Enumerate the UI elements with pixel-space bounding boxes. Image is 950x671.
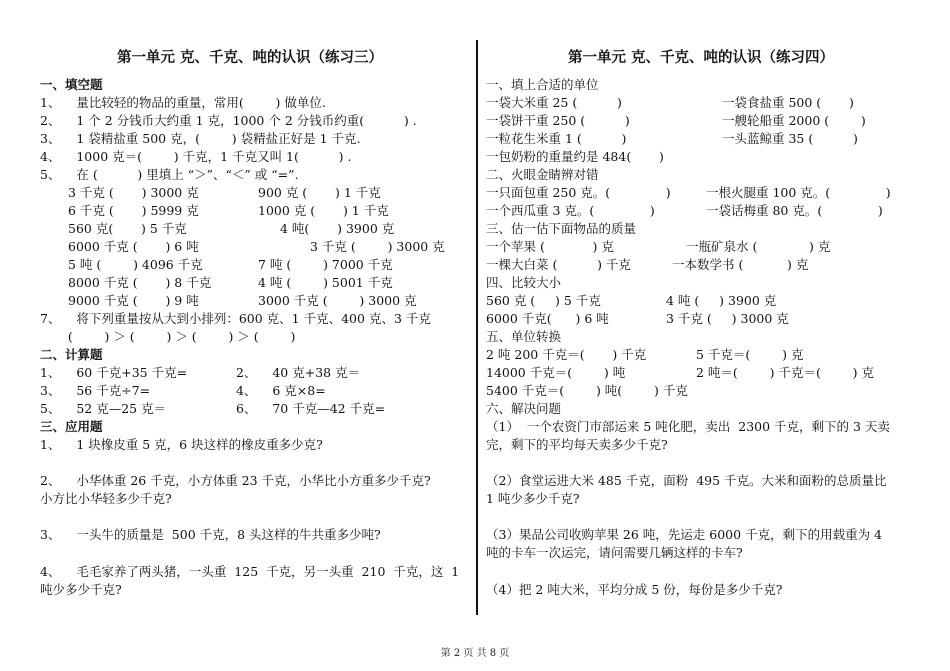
left-section-application: 三、应用题 xyxy=(40,419,103,434)
left-compare-3b: 4 吨( ) 3900 克 xyxy=(280,221,395,236)
right-estimate-2b: 一本数学书 ( ) 克 xyxy=(672,257,809,272)
left-q2: 2、 1 个 2 分钱币大约重 1 克，1000 个 2 分钱币约重( ) . xyxy=(40,113,417,128)
right-problem-2-cont: 1 吨少多少千克? xyxy=(486,491,580,506)
left-compare-3a: 560 克( ) 5 千克 xyxy=(68,221,187,236)
right-problem-1: （1） 一个农资门市部运来 5 吨化肥，卖出 2300 千克，剩下的 3 天卖 xyxy=(486,419,890,434)
left-q7-blanks: ( ) ＞ ( ) ＞ ( ) ＞ ( ) xyxy=(40,329,296,344)
right-judge-2b: 一袋话梅重 80 克。( ) xyxy=(706,203,883,218)
left-app-2-cont: 小方比小华轻多少千克? xyxy=(40,491,172,506)
right-unit-2a: 一袋饼干重 250 ( ) xyxy=(486,113,630,128)
right-convert-1b: 5 千克＝( ) 克 xyxy=(696,347,804,362)
right-problem-4: （4）把 2 吨大米，平均分成 5 份，每份是多少千克? xyxy=(486,582,783,597)
left-compare-5b: 7 吨 ( ) 7000 千克 xyxy=(258,257,393,272)
right-convert-1a: 2 吨 200 千克＝( ) 千克 xyxy=(486,347,647,362)
left-calc-3: 3、 56 千克÷7= xyxy=(40,383,151,398)
left-compare-7a: 9000 千克 ( ) 9 吨 xyxy=(68,293,199,308)
right-section-estimate: 三、估一估下面物品的质量 xyxy=(486,221,637,236)
left-app-3: 3、 一头牛的质量是 500 千克，8 头这样的牛共重多少吨? xyxy=(40,527,381,542)
left-calc-2: 2、 40 克+38 克＝ xyxy=(236,365,361,380)
right-unit-1b: 一袋食盐重 500 ( ) xyxy=(722,95,854,110)
right-problem-1-cont: 完，剩下的平均每天卖多少千克? xyxy=(486,437,668,452)
right-problem-3-cont: 吨的卡车一次运完，请问需要几辆这样的卡车? xyxy=(486,545,743,560)
left-compare-1b: 900 克 ( ) 1 千克 xyxy=(258,185,381,200)
left-compare-4b: 3 千克 ( ) 3000 克 xyxy=(310,239,445,254)
right-unit-1a: 一袋大米重 25 ( ) xyxy=(486,95,622,110)
left-compare-4a: 6000 千克 ( ) 6 吨 xyxy=(68,239,199,254)
left-q4: 4、 1000 克＝( ) 千克，1 千克又叫 1( ) . xyxy=(40,149,352,164)
left-title: 第一单元 克、千克、吨的认识（练习三） xyxy=(116,50,384,66)
right-compare-2b: 3 千克 ( ) 3000 克 xyxy=(666,311,789,326)
page-footer: 第 2 页 共 8 页 xyxy=(440,648,510,659)
left-compare-2b: 1000 克 ( ) 1 千克 xyxy=(258,203,389,218)
left-app-2: 2、 小华体重 26 千克，小方体重 23 千克，小华比小方重多少千克? xyxy=(40,473,431,488)
left-q3: 3、 1 袋精盐重 500 克，( ) 袋精盐正好是 1 千克. xyxy=(40,131,361,146)
right-unit-3a: 一粒花生米重 1 ( ) xyxy=(486,131,627,146)
right-judge-2a: 一个西瓜重 3 克。( ) xyxy=(486,203,655,218)
left-compare-7b: 3000 千克 ( ) 3000 克 xyxy=(258,293,417,308)
right-convert-2a: 14000 千克＝( ) 吨 xyxy=(486,365,626,380)
right-estimate-2a: 一棵大白菜 ( ) 千克 xyxy=(486,257,631,272)
right-convert-2b: 2 吨＝( ) 千克＝( ) 克 xyxy=(696,365,874,380)
right-compare-2a: 6000 千克( ) 6 吨 xyxy=(486,311,609,326)
left-calc-5: 5、 52 克—25 克＝ xyxy=(40,401,167,416)
column-divider xyxy=(476,40,478,615)
left-section-calculation: 二、计算题 xyxy=(40,347,103,362)
right-problem-2: （2）食堂运进大米 485 千克，面粉 495 千克。大米和面粉的总质量比 xyxy=(486,473,887,488)
right-estimate-1b: 一瓶矿泉水 ( ) 克 xyxy=(686,239,831,254)
left-worksheet xyxy=(40,0,460,671)
right-title: 第一单元 克、千克、吨的认识（练习四） xyxy=(567,50,835,66)
left-compare-6a: 8000 千克 ( ) 8 千克 xyxy=(68,275,212,290)
left-q7: 7、 将下列重量按从大到小排列：600 克、1 千克、400 克、3 千克 xyxy=(40,311,431,326)
right-section-problems: 六、解决问题 xyxy=(486,401,562,416)
right-estimate-1a: 一个苹果 ( ) 克 xyxy=(486,239,614,254)
right-judge-1b: 一根火腿重 100 克。( ) xyxy=(706,185,891,200)
left-q5: 5、 在 ( ) 里填上 “＞”、“＜” 或 “=”. xyxy=(40,167,299,182)
right-worksheet xyxy=(486,0,916,671)
left-calc-1: 1、 60 千克+35 千克= xyxy=(40,365,188,380)
right-unit-3b: 一头蓝鲸重 35 ( ) xyxy=(722,131,858,146)
left-compare-1a: 3 千克 ( ) 3000 克 xyxy=(68,185,199,200)
right-compare-1a: 560 克 ( ) 5 千克 xyxy=(486,293,601,308)
left-calc-4: 4、 6 克×8= xyxy=(236,383,326,398)
left-compare-2a: 6 千克 ( ) 5999 克 xyxy=(68,203,199,218)
right-unit-2b: 一艘轮船重 2000 ( ) xyxy=(722,113,866,128)
left-compare-5a: 5 吨 ( ) 4096 千克 xyxy=(68,257,203,272)
right-section-conversion: 五、单位转换 xyxy=(486,329,562,344)
right-unit-4: 一包奶粉的重量约是 484( ) xyxy=(486,149,664,164)
left-app-1: 1、 1 块橡皮重 5 克，6 块这样的橡皮重多少克? xyxy=(40,437,323,452)
left-compare-6b: 4 吨 ( ) 5001 千克 xyxy=(258,275,393,290)
right-problem-3: （3）果品公司收购苹果 26 吨，先运走 6000 千克，剩下的用载重为 4 xyxy=(486,527,882,542)
right-section-compare: 四、比较大小 xyxy=(486,275,562,290)
left-app-4: 4、 毛毛家养了两头猪，一头重 125 千克，另一头重 210 千克，这 1 xyxy=(40,564,460,579)
left-q1: 1、 量比较轻的物品的重量，常用( ) 做单位. xyxy=(40,95,326,110)
left-app-4-cont: 吨少多少千克? xyxy=(40,582,122,597)
right-compare-1b: 4 吨 ( ) 3900 克 xyxy=(666,293,777,308)
right-section-true-false: 二、火眼金睛辨对错 xyxy=(486,167,599,182)
left-section-fill-blanks: 一、填空题 xyxy=(40,77,103,92)
right-section-units: 一、填上合适的单位 xyxy=(486,77,599,92)
left-calc-6: 6、 70 千克—42 千克= xyxy=(236,401,386,416)
right-judge-1a: 一只面包重 250 克。( ) xyxy=(486,185,671,200)
right-convert-3: 5400 千克＝( ) 吨( ) 千克 xyxy=(486,383,688,398)
